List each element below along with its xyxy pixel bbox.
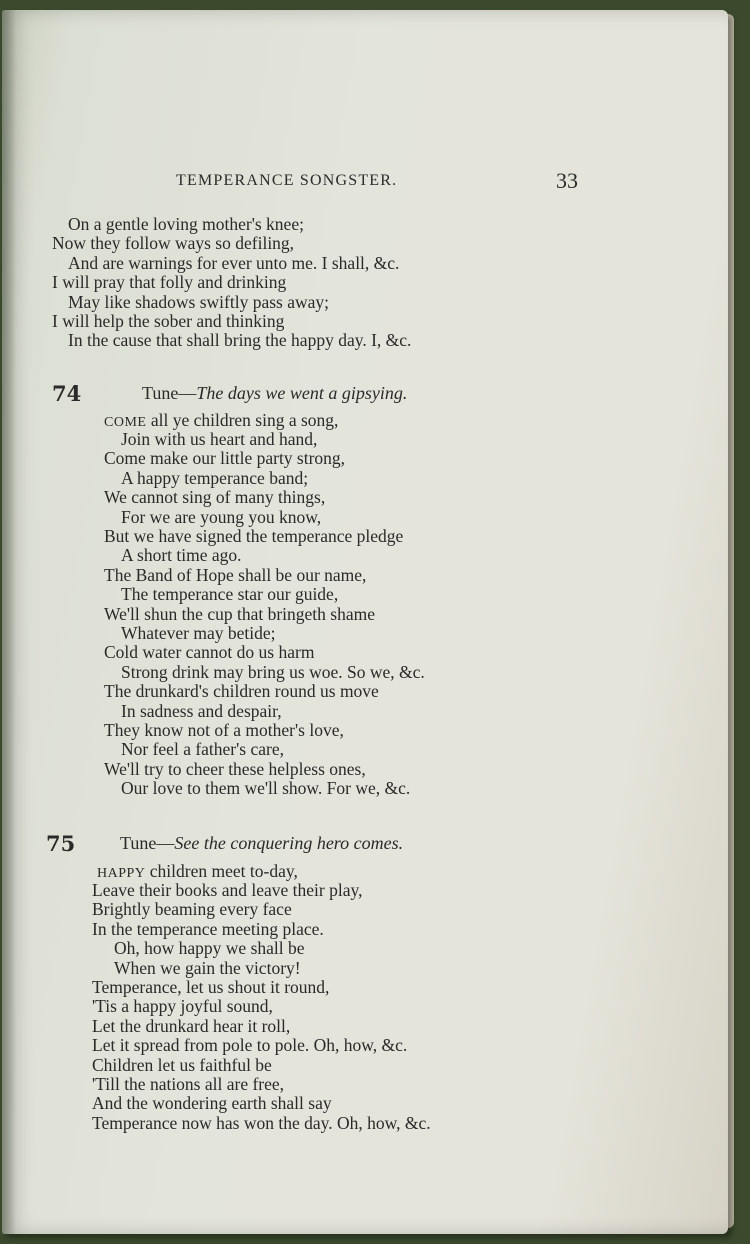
- verse-line: On a gentle loving mother's knee;: [68, 214, 304, 234]
- verse-line: In the cause that shall bring the happy day. I, &c.: [68, 330, 412, 351]
- verse-line: Join with us heart and hand,: [121, 429, 318, 449]
- first-word: HAPPY: [97, 866, 146, 881]
- verse-line: Let the drunkard hear it roll,: [92, 1015, 291, 1036]
- verse-line: We'll try to cheer these helpless ones,: [104, 758, 366, 779]
- hymn-number-74: 74: [52, 381, 82, 406]
- verse-line: 'Till the nations all are free,: [92, 1074, 285, 1094]
- verse-line: The temperance star our guide,: [121, 584, 339, 605]
- verse-line: 'Tis a happy joyful sound,: [92, 996, 273, 1017]
- verse-line: A happy temperance band;: [121, 467, 309, 488]
- tune-prefix: Tune—: [120, 833, 175, 853]
- verse-line: A short time ago.: [121, 545, 242, 566]
- first-line-rest: children meet to-day,: [145, 861, 298, 881]
- verse-line: Nor feel a father's care,: [121, 739, 284, 760]
- first-word: COME: [104, 415, 147, 430]
- verse-line: Temperance now has won the day. Oh, how, &c.: [92, 1112, 431, 1133]
- verse-line: In the temperance meeting place.: [92, 918, 324, 939]
- hymn-75-tune: [120, 833, 403, 854]
- verse-line: We'll shun the cup that bringeth shame: [104, 603, 375, 624]
- binding-gutter: [2, 10, 16, 1234]
- verse-line: Temperance, let us shout it round,: [92, 977, 330, 997]
- verse-line: And are warnings for ever unto me. I shall, &c.: [68, 252, 400, 273]
- verse-line: May like shadows swiftly pass away;: [68, 291, 330, 312]
- tune-name: See the conquering hero comes.: [174, 833, 404, 853]
- verse-line: Oh, how happy we shall be: [114, 938, 305, 959]
- verse-line: Whatever may betide;: [121, 623, 276, 643]
- hymn-number-75: 75: [46, 831, 76, 856]
- verse-line: And the wondering earth shall say: [92, 1093, 332, 1114]
- verse-line: Children let us faithful be: [92, 1054, 272, 1075]
- verse-line: Now they follow ways so defiling,: [52, 233, 295, 254]
- tune-prefix: Tune—: [142, 383, 197, 403]
- verse-line: Come make our little party strong,: [104, 448, 346, 469]
- verse-line: In sadness and despair,: [121, 700, 282, 721]
- verse-line: Let it spread from pole to pole. Oh, how, &c.: [92, 1035, 408, 1056]
- verse-line: For we are young you know,: [121, 506, 322, 527]
- verse-line: Cold water cannot do us harm: [104, 642, 315, 663]
- verse-line: But we have signed the temperance pledge: [104, 526, 404, 546]
- verse-line: Strong drink may bring us woe. So we, &c.: [121, 661, 425, 682]
- verse-line: When we gain the victory!: [114, 957, 301, 978]
- verse-line: The Band of Hope shall be our name,: [104, 564, 367, 585]
- verse-line: Brightly beaming every face: [92, 899, 292, 920]
- tune-name: The days we went a gipsying.: [196, 383, 408, 403]
- running-title: TEMPERANCE SONGSTER.: [176, 172, 398, 189]
- verse-line: Leave their books and leave their play,: [92, 880, 363, 900]
- first-line-rest: all ye children sing a song,: [146, 410, 339, 430]
- verse-line: They know not of a mother's love,: [104, 720, 344, 740]
- verse-line: I will pray that folly and drinking: [52, 272, 287, 293]
- hymn-74-tune: [142, 383, 407, 404]
- verse-line: The drunkard's children round us move: [104, 681, 379, 702]
- verse-line: We cannot sing of many things,: [104, 487, 326, 508]
- page-number: 33: [556, 168, 578, 193]
- verse-line: Our love to them we'll show. For we, &c.: [121, 778, 411, 799]
- verse-line: I will help the sober and thinking: [52, 311, 285, 331]
